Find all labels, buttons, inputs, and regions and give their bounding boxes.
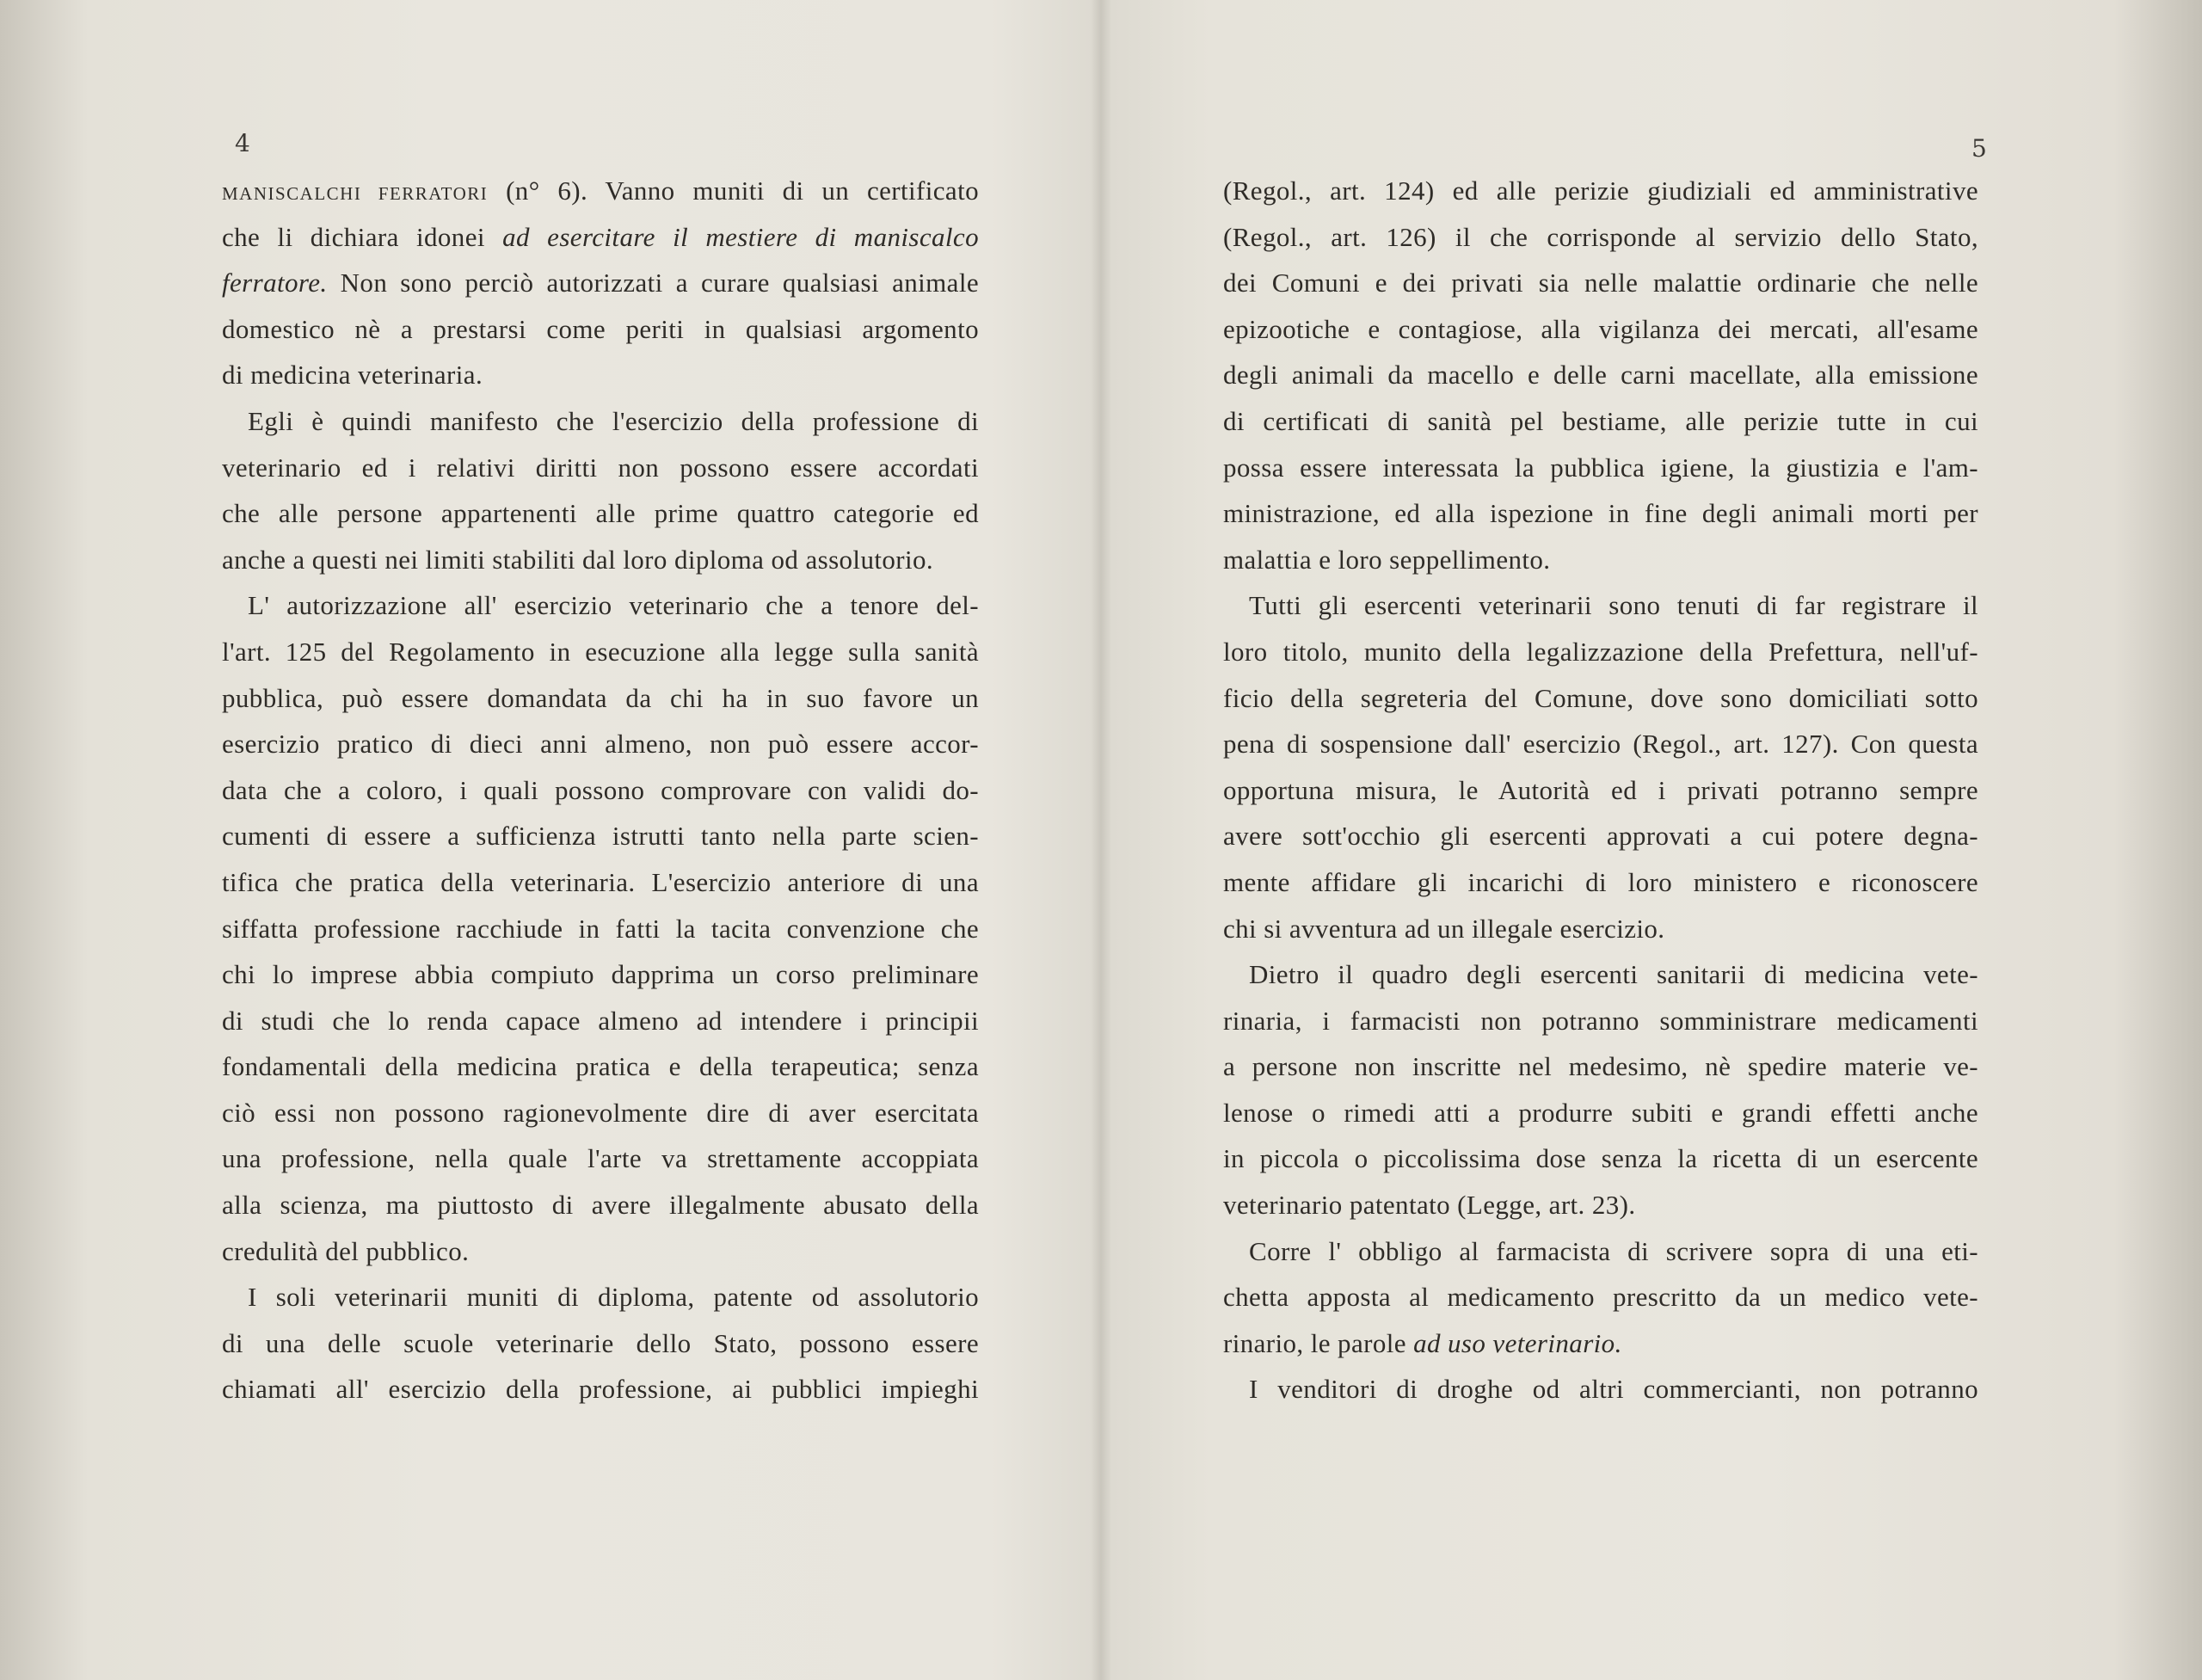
text-line: una professione, nella quale l'arte va strettamente accoppiata: [222, 1143, 979, 1174]
italic-text: ad uso veterinario.: [1413, 1327, 1622, 1358]
text-line: chi si avventura ad un illegale esercizio.: [1223, 913, 1665, 944]
text-line: chiamati all' esercizio della professione, ai pubblici impieghi: [222, 1374, 979, 1405]
text-line: ciò essi non possono ragionevolmente dire di aver esercitata: [222, 1097, 979, 1128]
left-page-text: [222, 168, 979, 1412]
text-line: loro titolo, munito della legalizzazione della Prefettura, nell'uf-: [1223, 636, 1978, 667]
text-line: [222, 260, 979, 306]
page-number: 5: [1971, 134, 1987, 163]
text-line: [222, 214, 979, 261]
text-line: esercizio pratico di dieci anni almeno, non può essere accor-: [222, 729, 979, 760]
text-line: I venditori di droghe od altri commercianti, non potranno: [1249, 1374, 1978, 1405]
text-line: rinaria, i farmacisti non potranno somministrare medicamenti: [1223, 1005, 1978, 1036]
text-line: ficio della segreteria del Comune, dove sono domiciliati sotto: [1223, 682, 1978, 713]
text-line: [222, 168, 979, 214]
text-line: chetta apposta al medicamento prescritto da un medico vete-: [1223, 1282, 1978, 1313]
text-line: veterinario patentato (Legge, art. 23).: [1223, 1190, 1636, 1221]
text-line: tifica che pratica della veterinaria. L'esercizio anteriore di una: [222, 866, 979, 897]
line-text: rinario, le parole: [1223, 1327, 1414, 1358]
text-line: mente affidare gli incarichi di loro ministero e riconoscere: [1223, 866, 1978, 897]
text-line: l'art. 125 del Regolamento in esecuzione alla legge sulla sanità: [222, 636, 979, 667]
text-line: pena di sospensione dall' esercizio (Regol., art. 127). Con questa: [1223, 729, 1978, 760]
text-line: di medicina veterinaria.: [222, 360, 483, 391]
text-line: L' autorizzazione all' esercizio veterinario che a tenore del-: [248, 590, 979, 621]
text-line: lenose o rimedi atti a produrre subiti e grandi effetti anche: [1223, 1097, 1978, 1128]
text-line: Corre l' obbligo al farmacista di scrivere sopra di una eti-: [1249, 1235, 1978, 1266]
text-line: siffatta professione racchiude in fatti la tacita convenzione che: [222, 913, 979, 944]
text-line: [1223, 1320, 1978, 1367]
line-text: (n° 6). Vanno muniti di un certificato: [488, 175, 979, 206]
text-line: epizootiche e contagiose, alla vigilanza dei mercati, all'esame: [1223, 313, 1978, 344]
text-line: dei Comuni e dei privati sia nelle malattie ordinarie che nelle: [1223, 268, 1978, 298]
right-page-text: [1223, 168, 1978, 1412]
text-line: domestico nè a prestarsi come periti in qualsiasi argomento: [222, 313, 979, 344]
text-line: I soli veterinarii muniti di diploma, patente od assolutorio: [248, 1282, 979, 1313]
text-line: Tutti gli esercenti veterinarii sono tenuti di far registrare il: [1249, 590, 1978, 621]
right-page: [1101, 0, 2202, 1680]
small-caps-heading: MANISCALCHI FERRATORI: [222, 183, 489, 204]
text-line: Egli è quindi manifesto che l'esercizio della professione di: [248, 405, 979, 436]
text-line: pubblica, può essere domandata da chi ha in suo favore un: [222, 682, 979, 713]
text-line: credulità del pubblico.: [222, 1235, 470, 1266]
text-line: data che a coloro, i quali possono comprovare con validi do-: [222, 774, 979, 805]
text-line: degli animali da macello e delle carni macellate, alla emissione: [1223, 360, 1978, 391]
text-line: avere sott'occhio gli esercenti approvati a cui potere degna-: [1223, 821, 1978, 852]
italic-text: ferratore.: [222, 268, 328, 298]
line-text: Non sono perciò autorizzati a curare qualsiasi animale: [327, 268, 979, 298]
text-line: anche a questi nei limiti stabiliti dal loro diploma od assolutorio.: [222, 544, 934, 575]
text-line: ministrazione, ed alla ispezione in fine degli animali morti per: [1223, 498, 1978, 529]
text-line: malattia e loro seppellimento.: [1223, 544, 1551, 575]
text-line: che alle persone appartenenti alle prime quattro categorie ed: [222, 498, 979, 529]
italic-text: ad esercitare il mestiere di maniscalco: [502, 221, 979, 252]
text-line: alla scienza, ma piuttosto di avere illegalmente abusato della: [222, 1190, 979, 1221]
page-number: 4: [235, 129, 250, 157]
text-line: in piccola o piccolissima dose senza la ricetta di un esercente: [1223, 1143, 1978, 1174]
text-line: (Regol., art. 126) il che corrisponde al servizio dello Stato,: [1223, 221, 1978, 252]
text-line: possa essere interessata la pubblica igiene, la giustizia e l'am-: [1223, 452, 1978, 483]
text-line: cumenti di essere a sufficienza istrutti tanto nella parte scien-: [222, 821, 979, 852]
text-line: chi lo imprese abbia compiuto dapprima un corso preliminare: [222, 959, 979, 990]
text-line: veterinario ed i relativi diritti non possono essere accordati: [222, 452, 979, 483]
text-line: opportuna misura, le Autorità ed i privati potranno sempre: [1223, 774, 1978, 805]
text-line: a persone non inscritte nel medesimo, nè spedire materie ve-: [1223, 1051, 1978, 1082]
text-line: di una delle scuole veterinarie dello Stato, possono essere: [222, 1327, 979, 1358]
text-line: Dietro il quadro degli esercenti sanitarii di medicina vete-: [1249, 959, 1978, 990]
text-line: (Regol., art. 124) ed alle perizie giudiziali ed amministrative: [1223, 175, 1978, 206]
text-line: di certificati di sanità pel bestiame, alle perizie tutte in cui: [1223, 405, 1978, 436]
text-line: di studi che lo renda capace almeno ad intendere i principii: [222, 1005, 979, 1036]
line-text: che li dichiara idonei: [222, 221, 503, 252]
text-line: fondamentali della medicina pratica e della terapeutica; senza: [222, 1051, 979, 1082]
